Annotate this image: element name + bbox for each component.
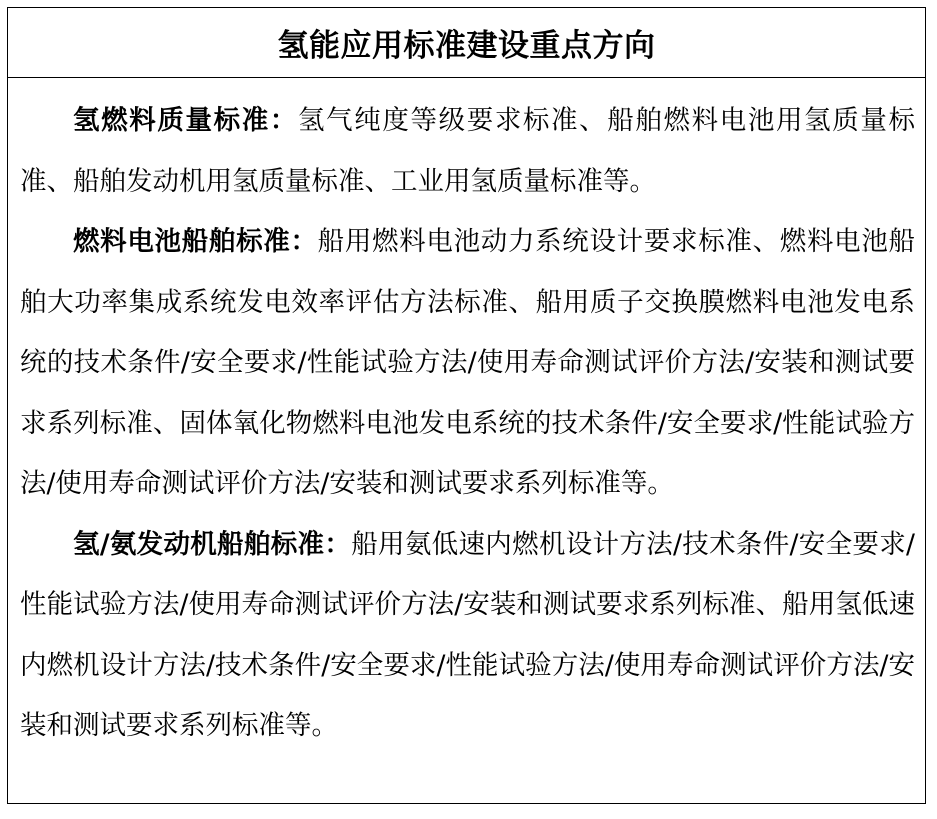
paragraph-fuel-cell-ship [20, 212, 915, 515]
table-title: 氢能应用标准建设重点方向 [277, 28, 656, 64]
table-header [8, 8, 925, 78]
paragraph-lead: 燃料电池船舶标准： [73, 226, 318, 257]
table-body [8, 78, 925, 757]
paragraph-hydrogen-fuel-quality [20, 91, 915, 212]
standards-table [7, 7, 926, 804]
paragraph-text: 船用氨低速内燃机设计方法/技术条件/安全要求/性能试验方法/使用寿命测试评价方法/安装和测试要求系列标准、船用氢低速内燃机设计方法/技术条件/安全要求/性能试验方法/使用寿命测试评价方法/安装和测试要求系列标准等。 [20, 528, 915, 741]
paragraph-text: 船用燃料电池动力系统设计要求标准、燃料电池船舶大功率集成系统发电效率评估方法标准、船用质子交换膜燃料电池发电系统的技术条件/安全要求/性能试验方法/使用寿命测试评价方法/安装和测试要求系列标准、固体氧化物燃料电池发电系统的技术条件/安全要求/性能试验方法/使用寿命测试评价方法/安装和测试要求系列标准等。 [20, 226, 916, 499]
paragraph-lead: 氢燃料质量标准： [73, 105, 298, 136]
paragraph-hydrogen-ammonia-engine-ship [20, 515, 915, 757]
paragraph-lead: 氢/氨发动机船舶标准： [73, 528, 352, 560]
paragraph-text: 氢气纯度等级要求标准、船舶燃料电池用氢质量标准、船舶发动机用氢质量标准、工业用氢质量标准等。 [20, 105, 916, 197]
